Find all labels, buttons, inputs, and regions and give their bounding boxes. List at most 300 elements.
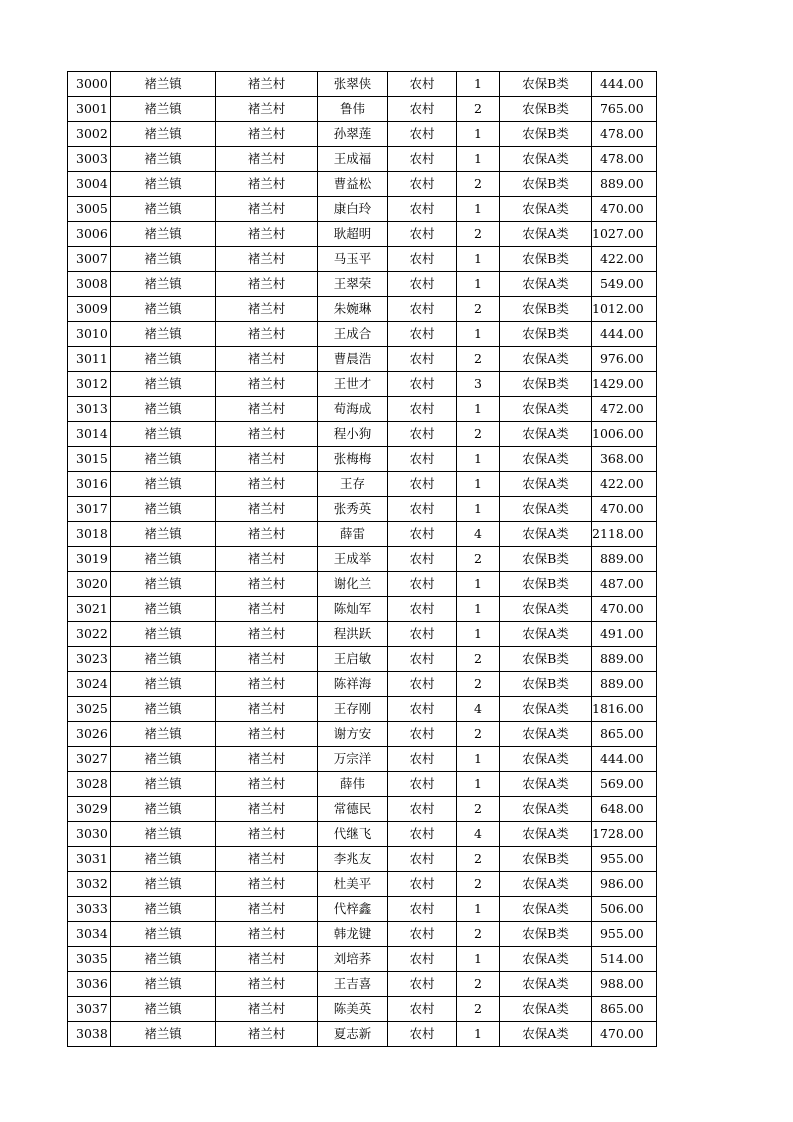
cell-member-count: 2 <box>457 347 500 372</box>
cell-insurance-category: 农保A类 <box>500 822 592 847</box>
cell-amount: 889.00 <box>592 172 657 197</box>
cell-record-id: 3008 <box>68 272 111 297</box>
cell-insurance-category: 农保A类 <box>500 147 592 172</box>
cell-record-id: 3025 <box>68 697 111 722</box>
cell-village: 褚兰村 <box>216 422 318 447</box>
cell-household-type: 农村 <box>388 847 457 872</box>
cell-household-type: 农村 <box>388 947 457 972</box>
table-row <box>68 322 657 347</box>
cell-village: 褚兰村 <box>216 622 318 647</box>
cell-record-id: 3001 <box>68 97 111 122</box>
cell-name: 王世才 <box>318 372 388 397</box>
cell-record-id: 3002 <box>68 122 111 147</box>
cell-record-id: 3011 <box>68 347 111 372</box>
cell-town: 褚兰镇 <box>111 247 216 272</box>
cell-town: 褚兰镇 <box>111 847 216 872</box>
cell-insurance-category: 农保B类 <box>500 297 592 322</box>
cell-village: 褚兰村 <box>216 147 318 172</box>
cell-record-id: 3000 <box>68 72 111 97</box>
table-row <box>68 197 657 222</box>
table-row <box>68 622 657 647</box>
cell-village: 褚兰村 <box>216 997 318 1022</box>
cell-household-type: 农村 <box>388 497 457 522</box>
cell-record-id: 3030 <box>68 822 111 847</box>
cell-household-type: 农村 <box>388 322 457 347</box>
cell-record-id: 3035 <box>68 947 111 972</box>
cell-amount: 478.00 <box>592 147 657 172</box>
cell-village: 褚兰村 <box>216 697 318 722</box>
cell-insurance-category: 农保A类 <box>500 872 592 897</box>
table-body <box>68 72 657 1047</box>
cell-amount: 470.00 <box>592 497 657 522</box>
cell-amount: 1429.00 <box>592 372 657 397</box>
cell-village: 褚兰村 <box>216 522 318 547</box>
cell-name: 张秀英 <box>318 497 388 522</box>
cell-household-type: 农村 <box>388 397 457 422</box>
cell-town: 褚兰镇 <box>111 472 216 497</box>
cell-amount: 506.00 <box>592 897 657 922</box>
cell-record-id: 3004 <box>68 172 111 197</box>
cell-member-count: 2 <box>457 797 500 822</box>
cell-village: 褚兰村 <box>216 497 318 522</box>
cell-insurance-category: 农保B类 <box>500 922 592 947</box>
cell-name: 常德民 <box>318 797 388 822</box>
table-row <box>68 547 657 572</box>
cell-member-count: 2 <box>457 997 500 1022</box>
cell-amount: 444.00 <box>592 72 657 97</box>
cell-household-type: 农村 <box>388 447 457 472</box>
table-row <box>68 147 657 172</box>
cell-town: 褚兰镇 <box>111 1022 216 1047</box>
cell-amount: 1006.00 <box>592 422 657 447</box>
cell-household-type: 农村 <box>388 897 457 922</box>
cell-amount: 487.00 <box>592 572 657 597</box>
cell-village: 褚兰村 <box>216 247 318 272</box>
cell-name: 马玉平 <box>318 247 388 272</box>
cell-town: 褚兰镇 <box>111 197 216 222</box>
table-row <box>68 97 657 122</box>
cell-member-count: 2 <box>457 722 500 747</box>
cell-insurance-category: 农保A类 <box>500 772 592 797</box>
cell-town: 褚兰镇 <box>111 597 216 622</box>
table-row <box>68 597 657 622</box>
cell-record-id: 3019 <box>68 547 111 572</box>
cell-name: 王启敏 <box>318 647 388 672</box>
cell-household-type: 农村 <box>388 197 457 222</box>
cell-name: 曹益松 <box>318 172 388 197</box>
cell-amount: 1012.00 <box>592 297 657 322</box>
cell-member-count: 2 <box>457 647 500 672</box>
cell-village: 褚兰村 <box>216 197 318 222</box>
cell-amount: 422.00 <box>592 247 657 272</box>
cell-town: 褚兰镇 <box>111 147 216 172</box>
cell-insurance-category: 农保B类 <box>500 647 592 672</box>
cell-insurance-category: 农保A类 <box>500 947 592 972</box>
cell-town: 褚兰镇 <box>111 97 216 122</box>
cell-insurance-category: 农保A类 <box>500 447 592 472</box>
cell-amount: 865.00 <box>592 722 657 747</box>
cell-member-count: 2 <box>457 97 500 122</box>
cell-name: 王成福 <box>318 147 388 172</box>
cell-record-id: 3033 <box>68 897 111 922</box>
cell-village: 褚兰村 <box>216 547 318 572</box>
cell-village: 褚兰村 <box>216 822 318 847</box>
cell-town: 褚兰镇 <box>111 322 216 347</box>
table-row <box>68 1022 657 1047</box>
cell-name: 薛雷 <box>318 522 388 547</box>
table-row <box>68 372 657 397</box>
cell-member-count: 2 <box>457 922 500 947</box>
cell-insurance-category: 农保B类 <box>500 72 592 97</box>
cell-name: 代梓鑫 <box>318 897 388 922</box>
table-row <box>68 297 657 322</box>
cell-household-type: 农村 <box>388 747 457 772</box>
cell-amount: 549.00 <box>592 272 657 297</box>
cell-record-id: 3026 <box>68 722 111 747</box>
cell-amount: 470.00 <box>592 197 657 222</box>
cell-town: 褚兰镇 <box>111 872 216 897</box>
cell-village: 褚兰村 <box>216 847 318 872</box>
cell-member-count: 1 <box>457 72 500 97</box>
cell-insurance-category: 农保B类 <box>500 247 592 272</box>
cell-village: 褚兰村 <box>216 947 318 972</box>
table-row <box>68 247 657 272</box>
cell-name: 韩龙键 <box>318 922 388 947</box>
cell-amount: 1027.00 <box>592 222 657 247</box>
cell-name: 程小狗 <box>318 422 388 447</box>
cell-name: 王翠荣 <box>318 272 388 297</box>
cell-amount: 988.00 <box>592 972 657 997</box>
cell-village: 褚兰村 <box>216 72 318 97</box>
cell-town: 褚兰镇 <box>111 997 216 1022</box>
cell-member-count: 2 <box>457 222 500 247</box>
cell-name: 荀海成 <box>318 397 388 422</box>
cell-member-count: 4 <box>457 822 500 847</box>
cell-town: 褚兰镇 <box>111 372 216 397</box>
cell-household-type: 农村 <box>388 472 457 497</box>
cell-member-count: 2 <box>457 872 500 897</box>
table-row <box>68 797 657 822</box>
cell-insurance-category: 农保B类 <box>500 372 592 397</box>
cell-village: 褚兰村 <box>216 972 318 997</box>
cell-insurance-category: 农保A类 <box>500 897 592 922</box>
cell-village: 褚兰村 <box>216 897 318 922</box>
cell-household-type: 农村 <box>388 647 457 672</box>
cell-town: 褚兰镇 <box>111 647 216 672</box>
cell-village: 褚兰村 <box>216 872 318 897</box>
cell-record-id: 3037 <box>68 997 111 1022</box>
cell-household-type: 农村 <box>388 822 457 847</box>
cell-member-count: 2 <box>457 172 500 197</box>
cell-insurance-category: 农保A类 <box>500 347 592 372</box>
cell-record-id: 3007 <box>68 247 111 272</box>
cell-record-id: 3036 <box>68 972 111 997</box>
table-row <box>68 572 657 597</box>
table-row <box>68 472 657 497</box>
cell-record-id: 3014 <box>68 422 111 447</box>
cell-household-type: 农村 <box>388 872 457 897</box>
cell-name: 刘培荞 <box>318 947 388 972</box>
cell-insurance-category: 农保A类 <box>500 697 592 722</box>
table-row <box>68 72 657 97</box>
cell-amount: 368.00 <box>592 447 657 472</box>
cell-member-count: 1 <box>457 572 500 597</box>
cell-name: 代继飞 <box>318 822 388 847</box>
cell-village: 褚兰村 <box>216 347 318 372</box>
cell-record-id: 3005 <box>68 197 111 222</box>
table-row <box>68 897 657 922</box>
cell-member-count: 1 <box>457 747 500 772</box>
cell-town: 褚兰镇 <box>111 222 216 247</box>
cell-household-type: 农村 <box>388 97 457 122</box>
cell-amount: 955.00 <box>592 847 657 872</box>
cell-village: 褚兰村 <box>216 222 318 247</box>
cell-member-count: 1 <box>457 447 500 472</box>
cell-town: 褚兰镇 <box>111 447 216 472</box>
cell-amount: 865.00 <box>592 997 657 1022</box>
cell-household-type: 农村 <box>388 72 457 97</box>
cell-member-count: 1 <box>457 147 500 172</box>
cell-town: 褚兰镇 <box>111 697 216 722</box>
cell-name: 朱婉琳 <box>318 297 388 322</box>
table-row <box>68 422 657 447</box>
cell-town: 褚兰镇 <box>111 947 216 972</box>
cell-member-count: 1 <box>457 472 500 497</box>
cell-member-count: 2 <box>457 847 500 872</box>
cell-name: 李兆友 <box>318 847 388 872</box>
cell-record-id: 3013 <box>68 397 111 422</box>
cell-village: 褚兰村 <box>216 922 318 947</box>
cell-member-count: 2 <box>457 972 500 997</box>
cell-member-count: 1 <box>457 122 500 147</box>
cell-member-count: 1 <box>457 1022 500 1047</box>
cell-name: 程洪跃 <box>318 622 388 647</box>
cell-town: 褚兰镇 <box>111 422 216 447</box>
cell-village: 褚兰村 <box>216 297 318 322</box>
table-row <box>68 947 657 972</box>
cell-household-type: 农村 <box>388 347 457 372</box>
cell-village: 褚兰村 <box>216 672 318 697</box>
table-row <box>68 172 657 197</box>
cell-name: 王成举 <box>318 547 388 572</box>
cell-town: 褚兰镇 <box>111 972 216 997</box>
cell-amount: 986.00 <box>592 872 657 897</box>
cell-member-count: 1 <box>457 197 500 222</box>
cell-insurance-category: 农保B类 <box>500 572 592 597</box>
cell-town: 褚兰镇 <box>111 122 216 147</box>
cell-record-id: 3029 <box>68 797 111 822</box>
cell-town: 褚兰镇 <box>111 822 216 847</box>
cell-record-id: 3018 <box>68 522 111 547</box>
cell-name: 夏志新 <box>318 1022 388 1047</box>
cell-insurance-category: 农保A类 <box>500 197 592 222</box>
table-row <box>68 822 657 847</box>
cell-amount: 976.00 <box>592 347 657 372</box>
cell-town: 褚兰镇 <box>111 772 216 797</box>
cell-household-type: 农村 <box>388 722 457 747</box>
table-row <box>68 847 657 872</box>
cell-member-count: 1 <box>457 947 500 972</box>
cell-village: 褚兰村 <box>216 97 318 122</box>
cell-member-count: 2 <box>457 297 500 322</box>
cell-household-type: 农村 <box>388 272 457 297</box>
cell-village: 褚兰村 <box>216 722 318 747</box>
cell-town: 褚兰镇 <box>111 72 216 97</box>
cell-town: 褚兰镇 <box>111 497 216 522</box>
cell-member-count: 3 <box>457 372 500 397</box>
cell-amount: 648.00 <box>592 797 657 822</box>
cell-household-type: 农村 <box>388 1022 457 1047</box>
cell-town: 褚兰镇 <box>111 297 216 322</box>
cell-name: 张翠侠 <box>318 72 388 97</box>
records-table <box>67 71 657 1047</box>
table-row <box>68 972 657 997</box>
cell-amount: 478.00 <box>592 122 657 147</box>
cell-town: 褚兰镇 <box>111 397 216 422</box>
cell-village: 褚兰村 <box>216 572 318 597</box>
cell-amount: 422.00 <box>592 472 657 497</box>
cell-town: 褚兰镇 <box>111 622 216 647</box>
cell-insurance-category: 农保A类 <box>500 972 592 997</box>
table-row <box>68 397 657 422</box>
cell-insurance-category: 农保A类 <box>500 997 592 1022</box>
cell-insurance-category: 农保A类 <box>500 422 592 447</box>
table-row <box>68 272 657 297</box>
table-row <box>68 647 657 672</box>
cell-record-id: 3009 <box>68 297 111 322</box>
cell-member-count: 1 <box>457 897 500 922</box>
cell-household-type: 农村 <box>388 697 457 722</box>
cell-insurance-category: 农保B类 <box>500 547 592 572</box>
cell-village: 褚兰村 <box>216 397 318 422</box>
cell-insurance-category: 农保A类 <box>500 222 592 247</box>
cell-amount: 569.00 <box>592 772 657 797</box>
table-row <box>68 922 657 947</box>
cell-insurance-category: 农保A类 <box>500 622 592 647</box>
cell-name: 张梅梅 <box>318 447 388 472</box>
table-row <box>68 222 657 247</box>
cell-member-count: 4 <box>457 522 500 547</box>
cell-amount: 765.00 <box>592 97 657 122</box>
cell-member-count: 4 <box>457 697 500 722</box>
cell-household-type: 农村 <box>388 522 457 547</box>
cell-household-type: 农村 <box>388 247 457 272</box>
table-row <box>68 347 657 372</box>
cell-amount: 889.00 <box>592 547 657 572</box>
table-row <box>68 697 657 722</box>
cell-amount: 470.00 <box>592 1022 657 1047</box>
cell-household-type: 农村 <box>388 372 457 397</box>
cell-household-type: 农村 <box>388 122 457 147</box>
cell-record-id: 3038 <box>68 1022 111 1047</box>
cell-member-count: 1 <box>457 272 500 297</box>
cell-amount: 955.00 <box>592 922 657 947</box>
cell-amount: 470.00 <box>592 597 657 622</box>
cell-household-type: 农村 <box>388 622 457 647</box>
cell-insurance-category: 农保A类 <box>500 1022 592 1047</box>
cell-village: 褚兰村 <box>216 122 318 147</box>
cell-village: 褚兰村 <box>216 172 318 197</box>
cell-town: 褚兰镇 <box>111 672 216 697</box>
cell-insurance-category: 农保A类 <box>500 272 592 297</box>
cell-household-type: 农村 <box>388 797 457 822</box>
cell-name: 孙翠莲 <box>318 122 388 147</box>
cell-member-count: 1 <box>457 622 500 647</box>
table-row <box>68 747 657 772</box>
cell-village: 褚兰村 <box>216 472 318 497</box>
cell-insurance-category: 农保B类 <box>500 322 592 347</box>
cell-name: 王存 <box>318 472 388 497</box>
cell-name: 万宗洋 <box>318 747 388 772</box>
table-row <box>68 722 657 747</box>
cell-insurance-category: 农保A类 <box>500 597 592 622</box>
cell-village: 褚兰村 <box>216 272 318 297</box>
cell-household-type: 农村 <box>388 422 457 447</box>
cell-insurance-category: 农保A类 <box>500 497 592 522</box>
cell-member-count: 1 <box>457 497 500 522</box>
cell-town: 褚兰镇 <box>111 272 216 297</box>
cell-insurance-category: 农保A类 <box>500 722 592 747</box>
cell-record-id: 3006 <box>68 222 111 247</box>
cell-record-id: 3003 <box>68 147 111 172</box>
cell-amount: 1816.00 <box>592 697 657 722</box>
cell-village: 褚兰村 <box>216 1022 318 1047</box>
cell-member-count: 1 <box>457 772 500 797</box>
cell-member-count: 1 <box>457 397 500 422</box>
cell-name: 耿超明 <box>318 222 388 247</box>
cell-village: 褚兰村 <box>216 447 318 472</box>
cell-record-id: 3031 <box>68 847 111 872</box>
cell-insurance-category: 农保A类 <box>500 797 592 822</box>
cell-amount: 889.00 <box>592 672 657 697</box>
cell-town: 褚兰镇 <box>111 747 216 772</box>
table-row <box>68 522 657 547</box>
cell-town: 褚兰镇 <box>111 922 216 947</box>
cell-record-id: 3034 <box>68 922 111 947</box>
cell-household-type: 农村 <box>388 147 457 172</box>
cell-record-id: 3020 <box>68 572 111 597</box>
cell-village: 褚兰村 <box>216 647 318 672</box>
cell-town: 褚兰镇 <box>111 547 216 572</box>
cell-town: 褚兰镇 <box>111 172 216 197</box>
cell-household-type: 农村 <box>388 972 457 997</box>
cell-record-id: 3028 <box>68 772 111 797</box>
table-row <box>68 122 657 147</box>
cell-amount: 444.00 <box>592 322 657 347</box>
cell-insurance-category: 农保B类 <box>500 122 592 147</box>
cell-member-count: 1 <box>457 247 500 272</box>
cell-name: 陈美英 <box>318 997 388 1022</box>
cell-household-type: 农村 <box>388 172 457 197</box>
cell-member-count: 1 <box>457 322 500 347</box>
table-row <box>68 672 657 697</box>
cell-town: 褚兰镇 <box>111 347 216 372</box>
cell-household-type: 农村 <box>388 772 457 797</box>
cell-name: 王成合 <box>318 322 388 347</box>
cell-insurance-category: 农保B类 <box>500 172 592 197</box>
cell-amount: 514.00 <box>592 947 657 972</box>
cell-household-type: 农村 <box>388 997 457 1022</box>
cell-town: 褚兰镇 <box>111 722 216 747</box>
cell-town: 褚兰镇 <box>111 572 216 597</box>
cell-name: 谢化兰 <box>318 572 388 597</box>
cell-household-type: 农村 <box>388 547 457 572</box>
cell-insurance-category: 农保B类 <box>500 847 592 872</box>
cell-amount: 889.00 <box>592 647 657 672</box>
cell-insurance-category: 农保A类 <box>500 472 592 497</box>
cell-household-type: 农村 <box>388 222 457 247</box>
cell-member-count: 2 <box>457 422 500 447</box>
